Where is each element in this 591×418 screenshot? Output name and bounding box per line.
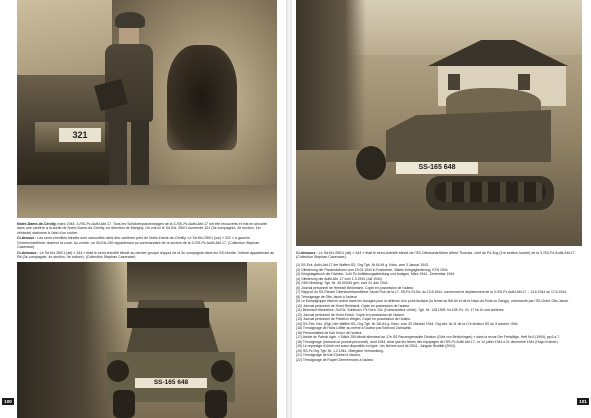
endnote: (8) Témoignage de Otto Jacob à l'auteur. <box>296 294 358 299</box>
endnote: (4) Gliederung der Aufkl.Abt. 17 vom 1.3.1944 (Juli 1944). <box>296 276 383 281</box>
endnote: (11) Bernhard Wennekes, Sd.Kfz. Soldbuch. Pz.Gren. Div. (Kommandeur Ulrich). Tgb. Nr. 128.1945. Nr.128; Pz. Gr. 17 Nr.10 und weiteres. <box>296 308 505 312</box>
endnote: (9) Le Kampfgruppe était en action dans les bocages pour la défense d'un point tactique (la ferme du Bel Air et de la Haye-du-Puits ou Dangy), commandé par l'SS-Ostuf. Otto Jacob. <box>296 299 569 303</box>
photo-halftrack-trees <box>17 262 277 418</box>
halftrack-vehicle <box>356 88 556 218</box>
endnote: (5) OKH Meldung: Tgb. Nr. 45.000/44 geh. vom 24 Juni 1944. <box>296 281 389 285</box>
endnote: (18) Témoignage (incluant un journal personnel), août 1944, ainsi que les fiches des équipages de l'SS-Pz.Aufkl.Abt.17. Le 14 juillet 1944 à 21 décembre 1944 (Hugo Kramer). <box>296 339 559 344</box>
endnote: (6) Journal personnel de Heinrich Brinkmann. Copie en possession de l'auteur. <box>296 285 415 290</box>
license-plate: SS-165 648 <box>135 378 207 388</box>
right-page <box>292 0 591 418</box>
endnotes <box>296 263 580 362</box>
endnote: (17) Article de Patrick Agte, « Sdkfz 250 blindé allemand au 17e SS Panzergrenadier Division (Götz von Berlichingen) » dans la revue Der Freiwillige, Heft Nr.6 (1994), pp.6 à 7. <box>296 335 561 339</box>
endnote: (1) SS-Pzk. Aufkl.Abt.17 der Waffen-SS, Org.Tgb. Nr.61/44 g. Kdos. vom 3 Januar 1943. <box>296 263 429 267</box>
endnote: (21) Témoignage de Karl Goebel à l'auteur. <box>296 353 361 357</box>
photo-camouflaged-halftrack <box>296 0 582 246</box>
page-number-left: 100 <box>2 398 14 405</box>
endnote: (12) Journal personnel de Horst Kirsch. Copie en possession de l'auteur. <box>296 312 405 317</box>
left-caption <box>17 222 275 261</box>
endnote: (20) SS-Pz.Org.Tgb. Nr. 1.2.1944, Übergabe Verhandlung. <box>296 348 385 353</box>
endnote: (19) Le reportage d'Ulrich est aussi disponible en ligne ; les fichiers sont de 2004 : Jüngste Realität (2004). <box>296 344 456 348</box>
caption-paragraph: Ci-dessus : Les semi-chenillés blindés sont camouflés dans des carrières près de Notre-Dame-de-Cénilly. Le Sd.Kfz.250/1 (sw) « 321 » à gauche, l'Unterscharführer observe la zone. Au centre, un Sd.Kfz.250 appartenant au commandant de la section de la 3./SS-Pz.Aufkl.Abt.17. (Collection Stephan Cazenave). <box>17 236 260 250</box>
license-plate: SS-165 648 <box>396 162 478 174</box>
vehicle-number-plate: 321 <box>59 128 101 142</box>
photo-soldier-cave <box>17 0 277 218</box>
caption-paragraph: Ci-dessous : Le Sd.Kfz.250/1 (alt) « 344 » était le semi-chenillé blindé au dernier groupe d'appui de la 3e compagnie dans les SS-Nordte. Voiture appartenant au Rtt.(3e compagnie, 4e section, 4e voiture). (Collection Stephan Cazenave). <box>17 250 275 260</box>
page-number-right: 101 <box>577 398 589 405</box>
left-page <box>0 0 286 418</box>
endnote: (13) Journal personnel de Friedrich Wegen. Copie en possession de l'auteur. <box>296 317 412 321</box>
right-caption <box>296 251 580 261</box>
endnote: (22) Témoignage de Rupert Zimmermann à l'auteur. <box>296 357 375 362</box>
endnote: (16) Personnalités de Karl Kreuz de l'auteur. <box>296 330 363 335</box>
endnote: (7) Rapport du SS-Panzer Obersturmbannführer Jacob Fick de la 17. SS-Pz.Gr.Div. du 13.6.1944, concernant le déplacement de la 3./SS-Pz.Aufkl.Abt.17. ; 13.6.1944 au 17.6.1944. <box>296 290 567 294</box>
caption-paragraph: Ci-dessous : Le Sd.Kfz.250/1 (alt) « 344 » était le semi-chenillé blindé de l'SS-Oberscharführer Alfred Thomas, chef du Pz.Zug (1re section lourde) de la 3./SS-Pz.Aufkl.Abt.17. (Collection Stephan Cazenave). <box>296 251 576 260</box>
endnote: (15) Témoignage de Hans Löffler au même à l'auteur par Edmond Zahradnik. <box>296 326 412 330</box>
endnote: (10) Journal personnel de Horst Reinhardt. Copie en possession de l'auteur. <box>296 303 411 308</box>
endnote: (3) Kriegstagebuch der Division, 1/44 Pz.Aufklärungsabteilung und Anlagen, März 1944 - Dezember 1944. <box>296 272 456 276</box>
endnote: (2) Gliederung der Panzerdivision vom 15.03.1944 in Frankreich. Stärke Kriegsgliederung, KTN 1944. <box>296 267 449 272</box>
endnote: (14) SS-Pzk. Kdo. (Rgt.) der Waffen-SS, Org.Tgb. Nr.161/44 g. Kdos. vom 29 Oktober 1944. Org.Abt. Nr.11 de la 17e division SS du 3 octobre 1944. <box>296 321 519 326</box>
caption-paragraph: Notre-Dame-de-Cénilly, mars 1944, 3./SS-Pz.Aufkl.Abt.17. Tous les Schützenpanzerwagen de la 3./SS-Pz.Aufkl.Abt.17 ont été recouverts et mis en sécurité dans une carrière à la sortie de Notre-Dame-de-Cénilly, en direction de Marigny. On voit ici le Sd.Kfz. 250/1 numéroté 321 (3e compagnie, 2e section, 1er véhicule) stationné à l'abri d'un rocher. <box>17 222 267 235</box>
